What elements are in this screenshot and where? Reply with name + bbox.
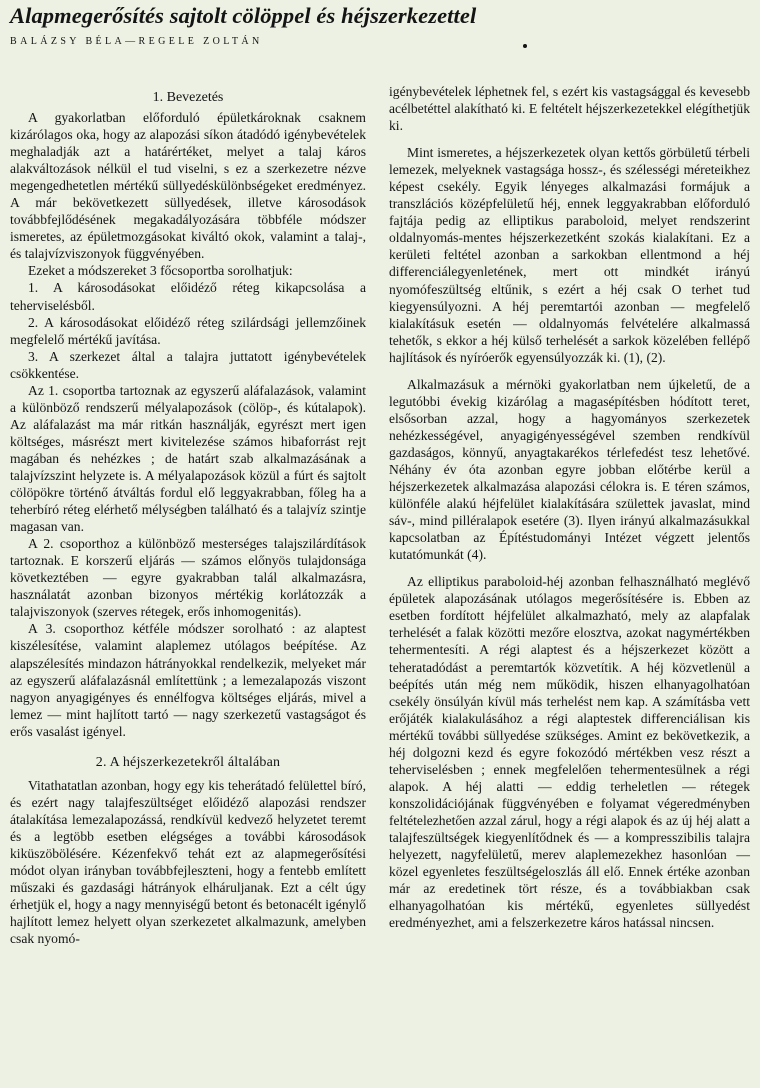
paragraph: Az elliptikus paraboloid-héj azonban felhasználható meglévő épületek alapozásának utólagos megerősítésére is. Ebben az esetben fordított héjfelület alkalmazható, mely az alapfalak terhelését a falak közötti mezőre elosztva, azokat nagymértékben tehermentesíti. A régi alaptest és a héjszerkezet között a teheratadódást a peremtartók közvetítik. A héj közvetlenül a beépítés után még nem működik, hiszen elhanyagolhatóan csekély önsúlyán kívül más terhelést nem kap. A számításba vett erőjáték kialakulásához a régi alaptestek differenciálisan kis mértékű további süllyedése szükséges. Amint ez bekövetkezik, a héj dolgozni kezd és egyre fokozódó mértékben vesz részt a teherviselésben ; ennek megfelelően tehermentesülnek a régi alapok. A héj alatti — eddig terheletlen — rétegek konszolidációjának függvényében e folyamat végeredményben feltételezhetően azzal zárul, hogy a régi alapok és az új héj alatt a talajfeszültségek kiegyenlítődnek és — a kompresszibilis talajra helyezett, nagyfelületű, merev alaplemezekhez hasonlóan — közel egyenletes feszültségeloszlás áll elő. Ennek értéke azonban már az eredetinek tört része, és a továbbiakban csak elhanyagolhatóan kis mértékű, egyenletes süllyedést eredményezhet, ami a felszerkezetre káros hatással nincsen. xyxy=(389,574,750,931)
article-authors: BALÁZSY BÉLA—REGELE ZOLTÁN xyxy=(10,36,263,47)
section-heading-introduction: 1. Bevezetés xyxy=(152,90,224,105)
paragraph: Ezeket a módszereket 3 főcsoportba sorolhatjuk: xyxy=(28,263,293,279)
paragraph: Az 1. csoportba tartoznak az egyszerű aláfalazások, valamint a különböző rendszerű mélyalapozások (cölöp-, és kútalapok). Az aláfalazást ma már ritkán használják, egyrészt mert igen költséges, másrészt mert kivitelezése számos hibaforrást rejt magában és nehézkes ; de határt szab alkalmazásának a talajvízszint helyzete is. A mélyalapozások közül a fúrt és sajtolt cölöpökre történő átváltás fordul elő leggyakrabban, főleg ha a teherbíró réteg elérhető mélységben található és a talajvíz szintje magasan van. xyxy=(10,382,366,535)
section-heading-shells: 2. A héjszerkezetekről általában xyxy=(95,754,281,770)
print-speck xyxy=(523,44,527,48)
paragraph: Alkalmazásuk a mérnöki gyakorlatban nem újkeletű, de a legutóbbi évekig kizárólag a magasépítésben hódított teret, elsősorban azzal, hogy a hagyományos szerkezetek nehézkességével, anyagigényességével szemben rendkívül gazdaságos, könnyű, anyagtakarékos térlefedést tesz lehetővé. Néhány év óta azonban egyre jobban előtérbe kerül a héjszerkezetek alkalmazása alapozási célokra is. E téren számos, különféle alakú héjfelület kialakítására születtek javaslat, mind sáv-, mind pilléralapok esetére (3). Ilyen irányú alkalmazásukkal kapcsolatban az Építéstudományi Intézet végzett jelentős kutatómunkát (4). xyxy=(389,376,750,563)
left-column xyxy=(10,83,366,947)
paragraph: A 2. csoporthoz a különböző mesterséges talajszilárdítások tartoznak. E korszerű eljárás — számos előnyös tulajdonsága következtében — egyre gyakrabban talál alkalmazásra, használatát azonban bizonyos mértékig korlátozzák a talajviszonyok (szerves rétegek, erős inhomogenitás). xyxy=(10,536,366,620)
paragraph: Mint ismeretes, a héjszerkezetek olyan kettős görbületű térbeli lemezek, melyeknek vastagsága hossz-, és szélességi méreteikhez képest csekély. Egyik lényeges alkalmazási formájuk a transzlációs középfelületű héj, ennek leggyakrabban előforduló fajtája pedig az elliptikus paraboloid, melyet rendszerint oldalnyomás-mentes héjszerkezetként szokás kialakítani. Ez a kerületi feltétel azonban a sarkokban ellentmond a héj differenciálegyenletének, mert ott mindkét irányú nyomófeszültség eltűnik, s ezért a héj csak O terhet tud kiegyensúlyozni. A héj peremtartói azonban — megfelelő kialakításuk esetén — oldalnyomás felvételére alkalmassá tehetők, s ekkor a héj külső terhelését a sarkok közelében fellépő hajlítások és nyíróerők egyensúlyozzák ki. (1), (2). xyxy=(389,145,750,365)
list-item: 3. A szerkezet által a talajra juttatott igénybevételek csökkentése. xyxy=(10,348,366,381)
list-item: 1. A károsodásokat előidéző réteg kikapcsolása a teherviselésből. xyxy=(10,280,366,313)
paragraph: A 3. csoporthoz kétféle módszer sorolható : az alaptest kiszélesítése, valamint alaplemez utólagos beépítése. Az alapszélesítés mindazon hátrányokkal rendelkezik, melyeket már az egyszerű aláfalazásnál említettünk ; a lemezalapozás viszont nagyon anyagigényes és ennélfogva költséges eljárás, mivel a lemez — mint hajlított tartó — nagy szerkezetű vastagságot és erős vasalást igényel. xyxy=(10,621,366,739)
paragraph-continued: igénybevételek léphetnek fel, s ezért kis vastagsággal és kevesebb acélbetéttel alakítható ki. E feltételt héjszerkezetekkel elégíthetjük ki. xyxy=(389,84,750,134)
right-column xyxy=(389,83,750,931)
article-title: Alapmegerősítés sajtolt cölöppel és héjszerkezettel xyxy=(10,3,477,28)
list-item: 2. A károsodásokat előidéző réteg szilárdsági jellemzőinek megfelelő mértékű javítása. xyxy=(10,314,366,347)
paragraph: Vitathatatlan azonban, hogy egy kis teherátadó felülettel bíró, és ezért nagy talajfeszültséget előidéző alapozási rendszer átalakítása lemezalapozássá, rendkívül kedvező helyzetet teremt és a legtöbb esetben elégséges a további károsodások kiküszöbölésére. Kézenfekvő tehát ezt az alapmegerősítési módot olyan irányban továbbfejleszteni, hogy a fentebb említett műszaki és gazdasági hátrányok elháruljanak. Ezt a célt úgy érhetjük el, hogy a nagy mennyiségű betont és betonacélt igénylő hajlított lemez helyett olyan szerkezetet alkalmazunk, amelyben csak nyomó- xyxy=(10,777,366,947)
paragraph: A gyakorlatban előforduló épületkároknak csaknem kizárólagos oka, hogy az alapozási síkon átadódó igénybevételek meghaladják azt a határértéket, melyet a talaj káros alakváltozások nélkül el tud viselni, s ez a szerkezetre nézve megengedhetetlen mértékű süllyedéskülönbségeket eredményez. A már bekövetkezett süllyedések, illetve károsodások továbbfejlődésének megakadályozására többféle módszer ismeretes, az épületmozgásokat kiváltó okok, valamint a talaj-, és talajvízviszonyok függvényében. xyxy=(10,110,366,262)
